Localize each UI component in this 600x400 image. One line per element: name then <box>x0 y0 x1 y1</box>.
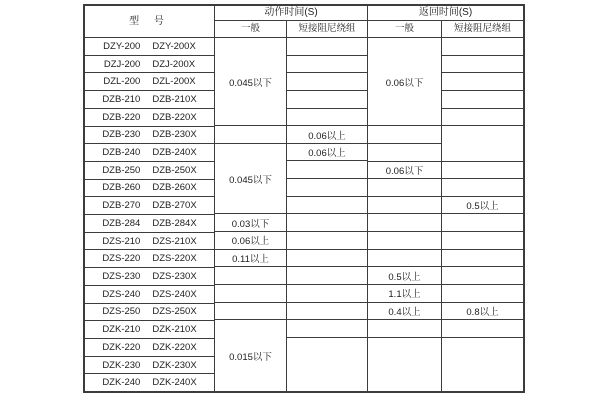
model-name-x: DZK-230X <box>152 359 197 371</box>
model-name: DZB-220 <box>102 111 141 123</box>
model-name: DZL-200 <box>103 76 141 88</box>
value-cell <box>215 303 286 321</box>
value-cell: 0.11以上 <box>215 250 286 268</box>
subheader-action-general: 一般 <box>215 21 287 38</box>
model-row <box>85 268 214 286</box>
model-row <box>85 56 214 74</box>
value-cell <box>287 38 367 56</box>
value-cell <box>442 320 523 338</box>
model-name-x: DZY-200X <box>152 40 196 52</box>
model-row <box>85 109 214 127</box>
subheader-action-damping: 短接阻尼绕组 <box>287 21 368 38</box>
value-cell: 0.06以下 <box>368 162 441 180</box>
model-name-x: DZB-240X <box>152 147 197 159</box>
value-cell <box>368 320 441 338</box>
model-name-x: DZK-220X <box>152 341 197 353</box>
value-cell: 0.5以上 <box>368 267 441 285</box>
model-name: DZK-240 <box>102 377 141 389</box>
value-cell <box>442 232 523 250</box>
action-time-group-header: 动作时间(S) <box>215 6 368 21</box>
model-row <box>85 304 214 322</box>
model-row <box>85 215 214 233</box>
value-cell: 0.045以下 <box>215 38 286 126</box>
value-cell <box>287 232 367 250</box>
value-cell <box>442 214 523 232</box>
model-row <box>85 144 214 162</box>
model-row <box>85 357 214 375</box>
value-cell <box>442 73 523 91</box>
model-name-x: DZK-240X <box>152 377 197 389</box>
model-name-x: DZL-200X <box>152 76 196 88</box>
model-name: DZK-230 <box>102 359 141 371</box>
model-name-x: DZK-210X <box>152 324 197 336</box>
model-name: DZB-284 <box>102 217 141 229</box>
column-action-damping <box>287 38 368 391</box>
column-return-damping <box>442 38 523 391</box>
model-row <box>85 233 214 251</box>
model-name-x: DZS-220X <box>152 253 197 265</box>
value-cell <box>368 179 441 197</box>
value-cell <box>368 144 441 162</box>
return-time-group-header: 返回时间(S) <box>368 6 523 21</box>
model-row <box>85 180 214 198</box>
model-name: DZB-270 <box>102 200 141 212</box>
value-cell <box>287 303 367 321</box>
model-name: DZS-250 <box>102 306 141 318</box>
value-cell <box>442 179 523 197</box>
relay-timing-table <box>83 4 525 393</box>
value-cell <box>442 38 523 56</box>
model-row <box>85 250 214 268</box>
model-row <box>85 38 214 56</box>
value-cell <box>215 267 286 285</box>
value-cell: 0.06以下 <box>368 38 441 126</box>
model-name: DZB-210 <box>102 93 141 105</box>
model-name-x: DZJ-200X <box>152 58 196 70</box>
model-name: DZJ-200 <box>103 58 141 70</box>
value-cell <box>368 197 441 215</box>
model-name-x: DZB-260X <box>152 182 197 194</box>
value-cell <box>287 338 367 391</box>
value-cell: 0.5以上 <box>442 197 523 215</box>
model-column-header: 型 号 <box>85 6 215 38</box>
model-column <box>85 38 215 391</box>
model-name-x: DZS-210X <box>152 235 197 247</box>
model-name-x: DZS-250X <box>152 306 197 318</box>
value-cell <box>442 56 523 74</box>
value-cell <box>442 162 523 180</box>
model-name-x: DZB-210X <box>152 93 197 105</box>
model-name: DZS-220 <box>102 253 141 265</box>
model-row <box>85 73 214 91</box>
value-cell: 0.06以上 <box>215 232 286 250</box>
value-cell: 0.045以下 <box>215 144 286 215</box>
value-cell: 0.4以上 <box>368 303 441 321</box>
value-cell: 0.06以上 <box>287 126 367 144</box>
value-cell <box>442 91 523 109</box>
model-row <box>85 197 214 215</box>
value-cell <box>287 285 367 303</box>
value-cell <box>368 338 441 391</box>
value-cell <box>287 214 367 232</box>
value-cell <box>442 267 523 285</box>
value-cell: 0.03以下 <box>215 214 286 232</box>
value-cell <box>287 56 367 74</box>
value-cell <box>287 250 367 268</box>
value-cell <box>442 285 523 303</box>
value-cell <box>368 214 441 232</box>
value-cell <box>215 126 286 144</box>
model-name: DZS-210 <box>102 235 141 247</box>
subheader-return-damping: 短接阻尼绕组 <box>442 21 523 38</box>
value-cell <box>287 320 367 338</box>
value-cell <box>287 161 367 179</box>
model-row <box>85 339 214 357</box>
model-name: DZB-260 <box>102 182 141 194</box>
value-cell <box>442 250 523 268</box>
model-name: DZB-230 <box>102 129 141 141</box>
model-name: DZB-250 <box>102 164 141 176</box>
model-name-x: DZS-240X <box>152 288 197 300</box>
model-row <box>85 374 214 391</box>
model-name: DZK-220 <box>102 341 141 353</box>
model-name: DZK-210 <box>102 324 141 336</box>
model-name-x: DZS-230X <box>152 270 197 282</box>
value-cell: 0.015以下 <box>229 351 272 363</box>
value-cell <box>287 109 367 127</box>
model-name: DZY-200 <box>103 40 141 52</box>
value-cell: 0.06以上 <box>287 144 367 162</box>
value-cell <box>287 267 367 285</box>
value-cell <box>368 126 441 144</box>
value-cell <box>287 91 367 109</box>
model-row <box>85 321 214 339</box>
value-cell: 1.1以上 <box>368 285 441 303</box>
value-cell <box>442 109 523 127</box>
model-name-x: DZB-284X <box>152 217 197 229</box>
value-cell <box>215 285 286 303</box>
column-return-general <box>368 38 442 391</box>
model-name: DZB-240 <box>102 147 141 159</box>
value-cell <box>287 73 367 91</box>
value-cell <box>442 338 523 391</box>
value-cell <box>368 250 441 268</box>
column-action-general <box>215 38 287 391</box>
value-cell: 0.8以上 <box>442 303 523 321</box>
model-name: DZS-240 <box>102 288 141 300</box>
value-cell <box>287 179 367 197</box>
model-row <box>85 127 214 145</box>
value-cell <box>287 197 367 215</box>
model-name-x: DZB-270X <box>152 200 197 212</box>
model-name-x: DZB-250X <box>152 164 197 176</box>
value-cell <box>368 232 441 250</box>
model-name-x: DZB-230X <box>152 129 197 141</box>
model-name-x: DZB-220X <box>152 111 197 123</box>
model-row <box>85 162 214 180</box>
model-name: DZS-230 <box>102 270 141 282</box>
model-row <box>85 286 214 304</box>
subheader-return-general: 一般 <box>368 21 442 38</box>
value-cell <box>442 126 523 161</box>
model-row <box>85 91 214 109</box>
